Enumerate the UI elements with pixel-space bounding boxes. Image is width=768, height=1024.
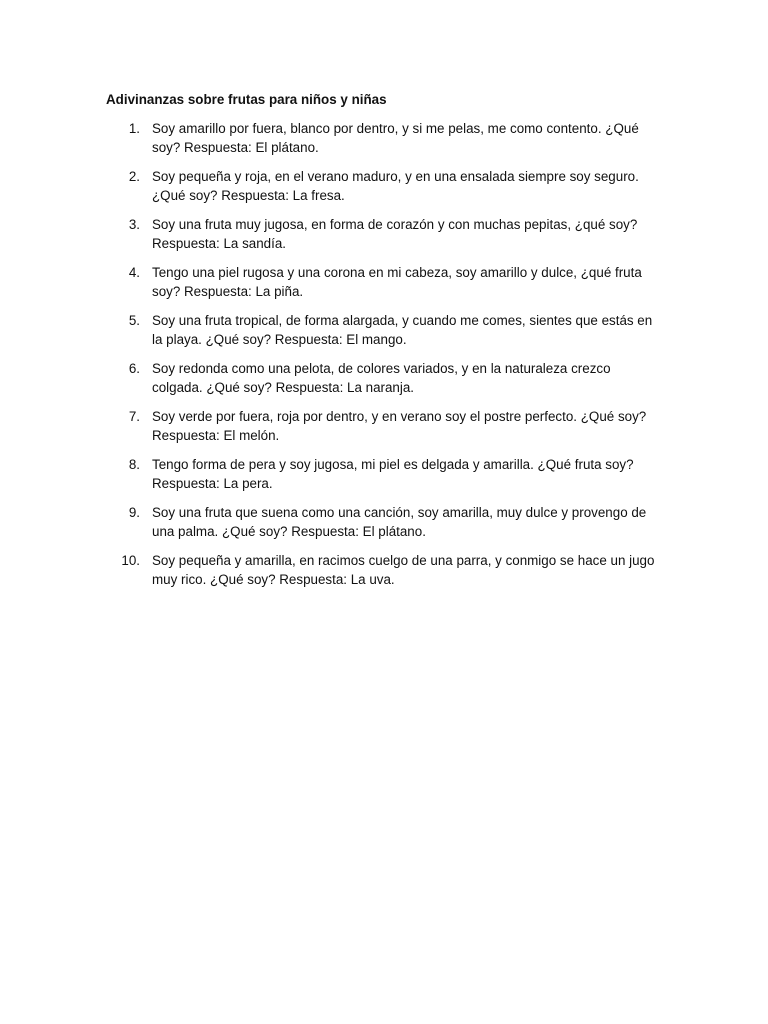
list-number: 3. [128, 217, 140, 232]
riddle-text: Soy redonda como una pelota, de colores variados, y en la naturaleza crezco colgada. ¿Qué soy? Respuesta: La naranja. [152, 361, 611, 395]
list-number: 9. [128, 505, 140, 520]
list-number: 2. [128, 169, 140, 184]
list-item [0, 311, 768, 359]
list-item [0, 263, 768, 311]
list-item [0, 359, 768, 407]
list-item [0, 167, 768, 215]
list-number: 6. [128, 361, 140, 376]
list-number: 1. [128, 121, 140, 136]
riddle-text: Tengo una piel rugosa y una corona en mi cabeza, soy amarillo y dulce, ¿qué fruta soy? Respuesta: La piña. [152, 265, 642, 299]
list-number: 10. [121, 553, 140, 568]
list-item [0, 119, 768, 167]
list-number: 5. [128, 313, 140, 328]
document-title: Adivinanzas sobre frutas para niños y niñas [106, 92, 387, 107]
list-item [0, 551, 768, 599]
riddle-text: Soy pequeña y roja, en el verano maduro, y en una ensalada siempre soy seguro. ¿Qué soy? Respuesta: La fresa. [152, 169, 639, 203]
riddle-text: Soy verde por fuera, roja por dentro, y en verano soy el postre perfecto. ¿Qué soy? Respuesta: El melón. [152, 409, 647, 443]
riddle-text: Soy pequeña y amarilla, en racimos cuelgo de una parra, y conmigo se hace un jugo muy rico. ¿Qué soy? Respuesta: La uva. [152, 553, 655, 587]
list-item [0, 503, 768, 551]
riddle-text: Soy una fruta muy jugosa, en forma de corazón y con muchas pepitas, ¿qué soy? Respuesta: La sandía. [152, 217, 638, 251]
riddle-text: Soy una fruta tropical, de forma alargada, y cuando me comes, sientes que estás en la playa. ¿Qué soy? Respuesta: El mango. [152, 313, 653, 347]
list-item [0, 407, 768, 455]
riddle-list [0, 119, 768, 599]
riddle-text: Soy una fruta que suena como una canción, soy amarilla, muy dulce y provengo de una palma. ¿Qué soy? Respuesta: El plátano. [152, 505, 647, 539]
list-item [0, 455, 768, 503]
list-item [0, 215, 768, 263]
list-number: 4. [128, 265, 140, 280]
list-number: 8. [128, 457, 140, 472]
list-number: 7. [128, 409, 140, 424]
riddle-text: Soy amarillo por fuera, blanco por dentro, y si me pelas, me como contento. ¿Qué soy? Respuesta: El plátano. [152, 121, 639, 155]
riddle-text: Tengo forma de pera y soy jugosa, mi piel es delgada y amarilla. ¿Qué fruta soy? Respuesta: La pera. [152, 457, 634, 491]
